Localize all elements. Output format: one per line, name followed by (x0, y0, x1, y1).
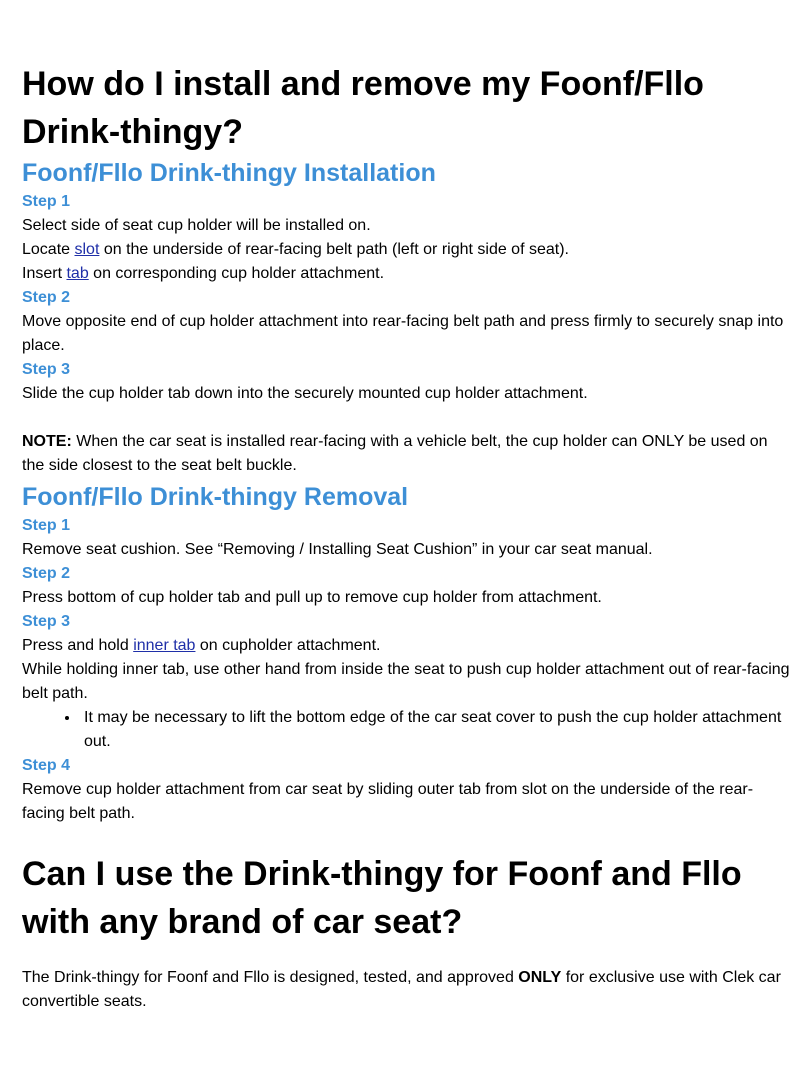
remove-step-1-label: Step 1 (22, 517, 71, 534)
install-step-1-line-3-pre: Insert (22, 265, 67, 282)
tab-link[interactable]: tab (66, 265, 89, 282)
remove-step-2-text: Press bottom of cup holder tab and pull up to remove cup holder from attachment. (22, 589, 602, 606)
installation-section (22, 156, 792, 478)
answer-pre: The Drink-thingy for Foonf and Fllo is designed, tested, and approved (22, 969, 519, 986)
install-step-3-label: Step 3 (22, 361, 71, 378)
install-step-1-line-1: Select side of seat cup holder will be installed on. (22, 217, 371, 234)
spacer (22, 946, 792, 966)
remove-step-1-text: Remove seat cushion. See “Removing / Installing Seat Cushion” in your car seat manual. (22, 541, 653, 558)
remove-step-3-line-1 (22, 634, 792, 658)
install-step-1-line-3-post: on corresponding cup holder attachment. (88, 265, 385, 282)
install-step-1-line-2 (22, 238, 792, 262)
install-step-2-label: Step 2 (22, 289, 71, 306)
page-title: How do I install and remove my Foonf/Fllo Drink-thingy? (22, 65, 704, 151)
remove-step-3-line-2: While holding inner tab, use other hand from inside the seat to push cup holder attachment out of rear-facing belt path. (22, 661, 790, 702)
removal-heading: Foonf/Fllo Drink-thingy Removal (22, 483, 409, 511)
note-label: NOTE: (22, 433, 72, 450)
remove-step-3-label: Step 3 (22, 613, 71, 630)
install-note (22, 430, 792, 478)
install-step-2-text: Move opposite end of cup holder attachment into rear-facing belt path and press firmly to securely snap into place. (22, 313, 784, 354)
slot-link[interactable]: slot (74, 241, 100, 258)
remove-step-3-line-1-pre: Press and hold (22, 637, 134, 654)
compatibility-answer (22, 966, 792, 1014)
remove-step-4-text: Remove cup holder attachment from car seat by sliding outer tab from slot on the underside of the rear-facing belt path. (22, 781, 754, 822)
install-step-1-line-2-post: on the underside of rear-facing belt path (left or right side of seat). (99, 241, 569, 258)
install-step-3-text: Slide the cup holder tab down into the securely mounted cup holder attachment. (22, 385, 588, 402)
remove-step-3-line-1-post: on cupholder attachment. (195, 637, 381, 654)
install-step-1-line-3 (22, 262, 792, 286)
remove-step-4-label: Step 4 (22, 757, 71, 774)
install-step-1-label: Step 1 (22, 193, 71, 210)
installation-heading: Foonf/Fllo Drink-thingy Installation (22, 159, 436, 187)
inner-tab-link[interactable]: inner tab (133, 637, 196, 654)
answer-bold: ONLY (518, 969, 562, 986)
spacer (22, 406, 792, 430)
removal-section (22, 480, 792, 826)
list-item: • It may be necessary to lift the bottom edge of the car seat cover to push the cup holder attachment out. (80, 706, 792, 754)
answer-post: for exclusive use with Clek car convertible seats. (22, 969, 781, 1010)
document-page (22, 60, 792, 1014)
compatibility-heading: Can I use the Drink-thingy for Foonf and Fllo with any brand of car seat? (22, 855, 742, 941)
remove-step-3-bullet-list (22, 706, 792, 754)
install-step-1-line-2-pre: Locate (22, 241, 75, 258)
remove-step-2-label: Step 2 (22, 565, 71, 582)
note-text: When the car seat is installed rear-facing with a vehicle belt, the cup holder can ONLY be used on the side closest to the seat belt buckle. (22, 433, 768, 474)
